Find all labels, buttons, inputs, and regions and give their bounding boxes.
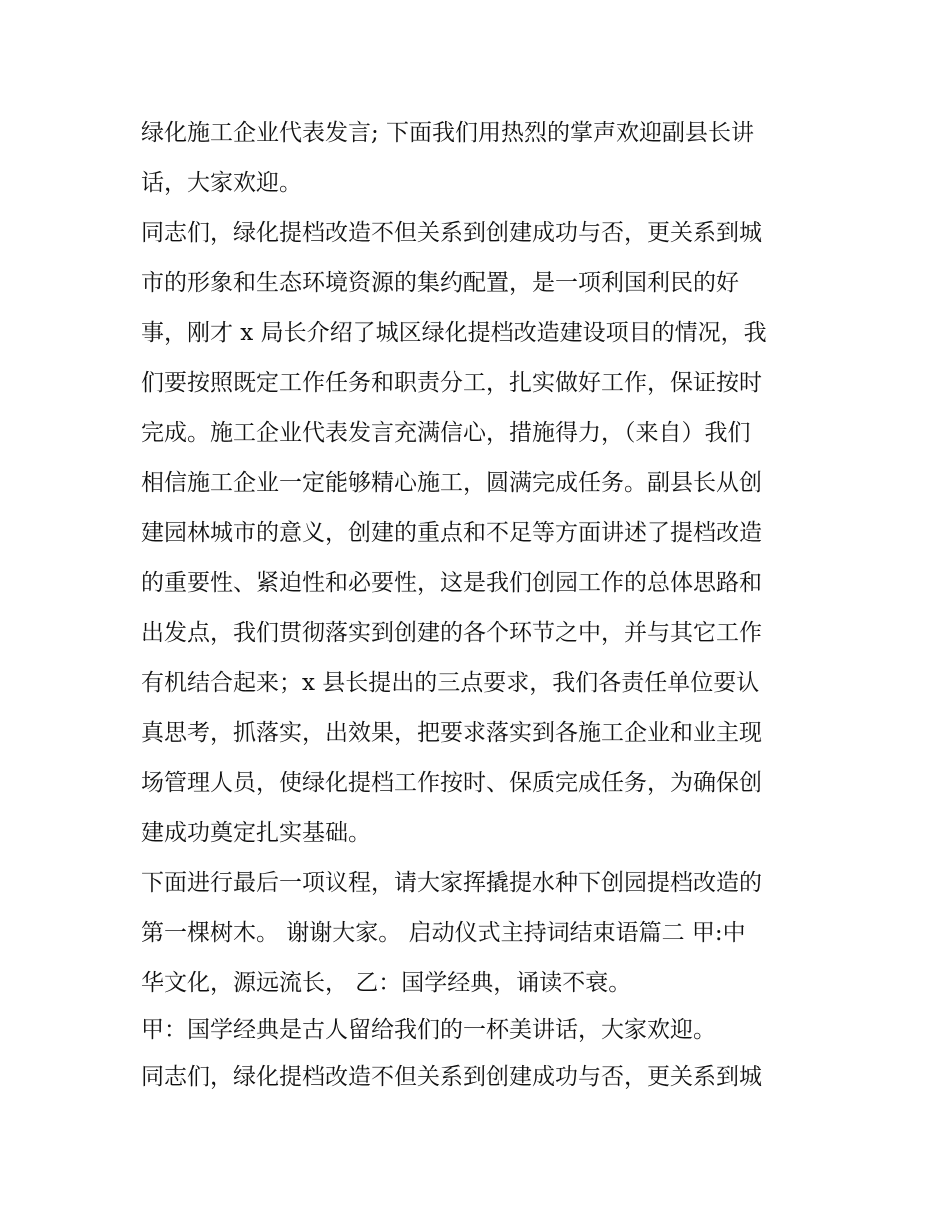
text-line: 话，大家欢迎。	[141, 170, 302, 196]
text-line: 同志们，绿化提档改造不但关系到创建成功与否，更关系到城	[141, 1064, 762, 1090]
text-line: 建成功奠定扎实基础。	[141, 820, 371, 846]
text-line: 绿化施工企业代表发言; 下面我们用热烈的掌声欢迎副县长讲	[141, 120, 755, 146]
text-line: 市的形象和生态环境资源的集约配置，是一项利国利民的好	[141, 270, 739, 296]
text-line: 完成。施工企业代表发言充满信心，措施得力，（来自）我们	[141, 420, 751, 446]
text-line: 华文化，源远流长， 乙：国学经典，诵读不衰。	[141, 970, 632, 996]
text-line: 同志们，绿化提档改造不但关系到创建成功与否，更关系到城	[141, 220, 762, 246]
body-text	[141, 108, 821, 1102]
text-line: 场管理人员，使绿化提档工作按时、保质完成任务，为确保创	[141, 770, 762, 796]
text-line: 出发点，我们贯彻落实到创建的各个环节之中，并与其它工作	[141, 620, 762, 646]
text-line: 相信施工企业一定能够精心施工，圆满完成任务。副县长从创	[141, 470, 762, 496]
text-line: 们要按照既定工作任务和职责分工，扎实做好工作，保证按时	[141, 370, 762, 396]
text-line: 第一棵树木。 谢谢大家。 启动仪式主持词结束语篇二 甲:中	[141, 920, 746, 946]
text-line: 真思考，抓落实，出效果，把要求落实到各施工企业和业主现	[141, 720, 762, 746]
text-line: 事，刚才 x 局长介绍了城区绿化提档改造建设项目的情况，我	[141, 320, 767, 346]
text-line: 建园林城市的意义，创建的重点和不足等方面讲述了提档改造	[141, 520, 762, 546]
text-line: 有机结合起来；x 县长提出的三点要求，我们各责任单位要认	[141, 670, 760, 696]
text-line: 下面进行最后一项议程，请大家挥撬提水种下创园提档改造的	[141, 870, 762, 896]
text-line: 甲：国学经典是古人留给我们的一杯美讲话，大家欢迎。	[141, 1017, 716, 1043]
text-line: 的重要性、紧迫性和必要性，这是我们创园工作的总体思路和	[141, 570, 762, 596]
